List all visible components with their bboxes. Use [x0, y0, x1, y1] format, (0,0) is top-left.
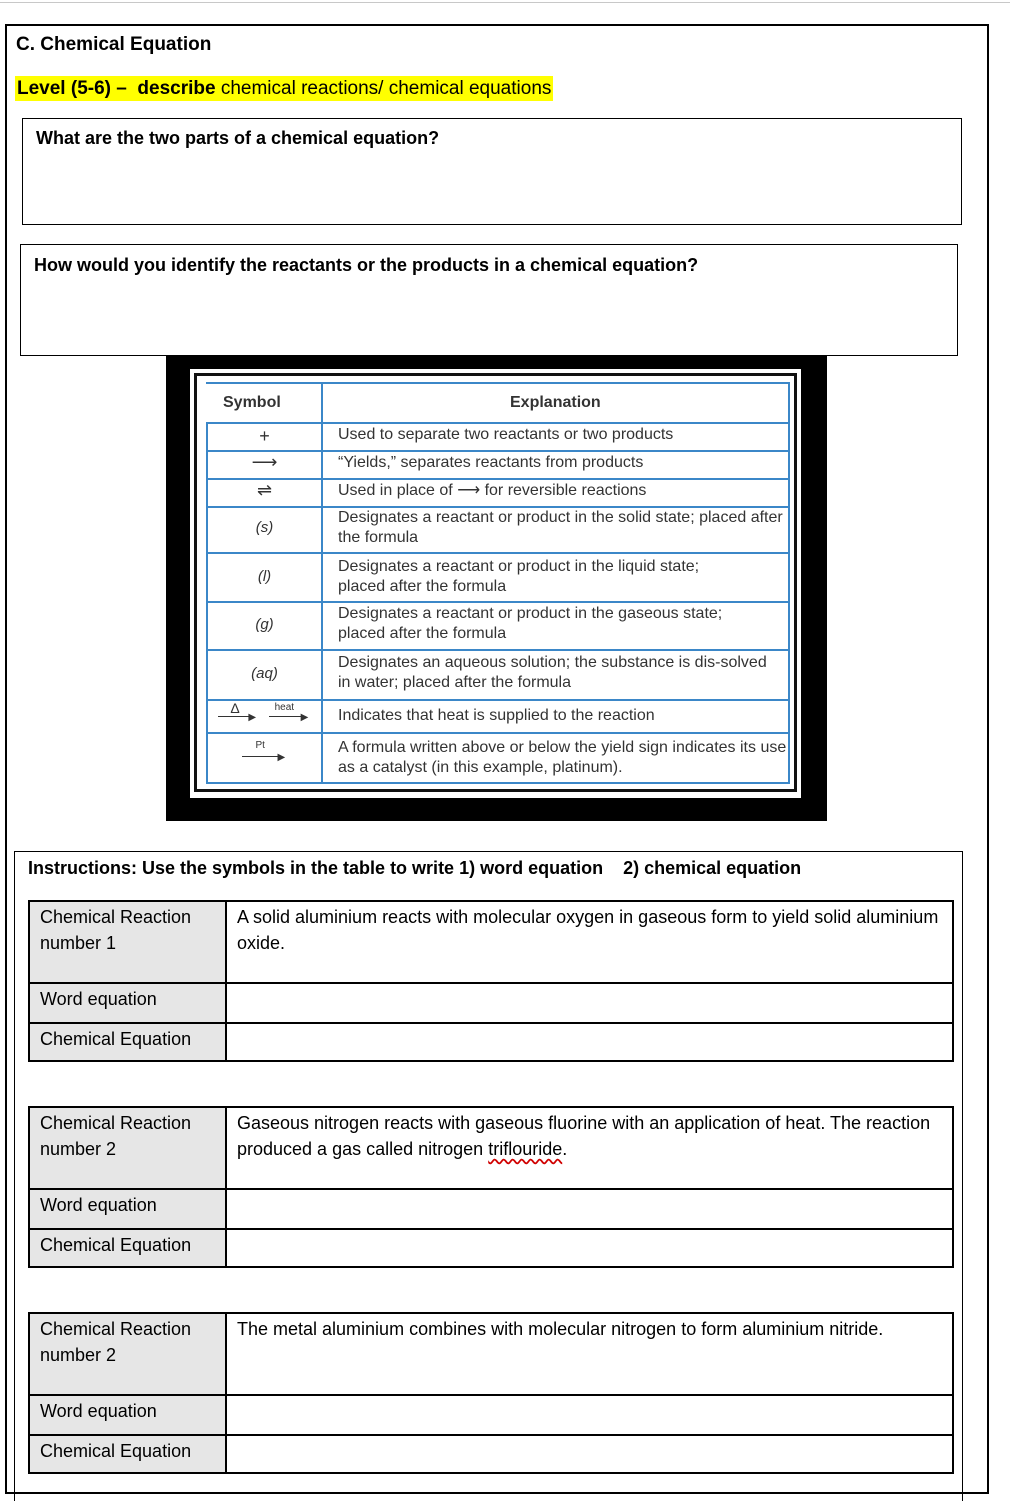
explanation-catalyst: A formula written above or below the yield sign indicates its use as a catalyst (in this example, platinum).	[338, 739, 787, 776]
explanation-heat: Indicates that heat is supplied to the reaction	[338, 707, 655, 724]
pt-arrow-line	[242, 756, 282, 757]
question-1-text: What are the two parts of a chemical equation?	[36, 128, 440, 148]
header-symbol: Symbol	[223, 394, 281, 411]
instructions-prefix: Instructions: Use the symbols in the table to write 1) word equation	[28, 858, 604, 878]
level-objective	[15, 76, 553, 101]
symbol-solid: (s)	[255, 519, 274, 536]
header-explanation: Explanation	[510, 394, 601, 411]
symbol-table	[206, 382, 790, 784]
symbol-plus: +	[259, 426, 270, 446]
symbol-gas: (g)	[255, 616, 274, 633]
symbol-heat	[208, 700, 321, 726]
explanation-reversible	[338, 481, 788, 501]
instructions-text	[28, 858, 801, 879]
reaction-2-chem-answer[interactable]	[226, 1229, 953, 1267]
reaction-table-2	[28, 1106, 954, 1268]
symbol-yields-arrow: ⟶	[251, 452, 278, 472]
explanation-solid: Designates a reactant or product in the solid state; placed after the formula	[338, 509, 783, 546]
level-rest: chemical reactions/ chemical equations	[220, 78, 552, 99]
pt-label: Pt	[255, 740, 265, 751]
reaction-1-word-answer[interactable]	[226, 983, 953, 1023]
reaction-table-1	[28, 900, 954, 1062]
symbol-reversible-arrow: ⇌	[256, 480, 273, 500]
reaction-2-spelling-flag[interactable]: triflouride	[488, 1139, 563, 1159]
explanation-yields: “Yields,” separates reactants from products	[338, 454, 644, 471]
reaction-3-description: The metal aluminium combines with molecular nitrogen to form aluminium nitride.	[226, 1313, 953, 1395]
page-top-rule	[0, 2, 1010, 3]
question-2-text: How would you identify the reactants or the products in a chemical equation?	[34, 255, 699, 275]
reaction-2-description-main: Gaseous nitrogen reacts with gaseous fluorine with an application of heat. The reaction produced a gas called nitrogen	[237, 1113, 931, 1159]
reaction-3-chem-answer[interactable]	[226, 1435, 953, 1473]
reaction-2-word-answer[interactable]	[226, 1189, 953, 1229]
explanation-reversible-suffix: for reversible reactions	[484, 482, 647, 499]
delta-arrow-head: ▶	[248, 712, 257, 723]
explanation-liquid: Designates a reactant or product in the liquid state; placed after the formula	[338, 558, 700, 595]
reaction-2-chem-label: Chemical Equation	[29, 1229, 226, 1267]
reaction-2-description-end: .	[562, 1139, 568, 1159]
heat-label: heat	[274, 702, 295, 713]
reaction-table-3	[28, 1312, 954, 1474]
reaction-2-word-label: Word equation	[29, 1189, 226, 1229]
heat-arrow-head: ▶	[300, 712, 309, 723]
reaction-3-word-label: Word equation	[29, 1395, 226, 1435]
delta-arrow-icon	[218, 700, 258, 723]
heat-arrow-line	[269, 716, 305, 717]
symbol-liquid: (l)	[257, 568, 272, 585]
heat-arrow-icon	[269, 702, 311, 723]
reaction-3-chem-label: Chemical Equation	[29, 1435, 226, 1473]
delta-label: Δ	[230, 700, 240, 716]
reaction-1-chem-label: Chemical Equation	[29, 1023, 226, 1061]
symbol-aqueous: (aq)	[251, 665, 278, 682]
reaction-3-word-answer[interactable]	[226, 1395, 953, 1435]
explanation-reversible-prefix: Used in place of	[338, 482, 453, 499]
inline-arrow-icon: ⟶	[457, 482, 481, 499]
reaction-1-description: A solid aluminium reacts with molecular oxygen in gaseous form to yield solid aluminium oxide.	[226, 901, 953, 983]
section-title: C. Chemical Equation	[16, 34, 212, 55]
instructions-suffix: 2) chemical equation	[623, 858, 802, 878]
reaction-1-chem-answer[interactable]	[226, 1023, 953, 1061]
explanation-plus: Used to separate two reactants or two products	[338, 426, 674, 443]
delta-arrow-line	[218, 716, 252, 717]
level-verb: describe	[137, 78, 216, 99]
reaction-1-word-label: Word equation	[29, 983, 226, 1023]
symbol-catalyst	[208, 740, 321, 766]
explanation-aqueous: Designates an aqueous solution; the substance is dis-solved in water; placed after the formula	[338, 654, 767, 691]
pt-arrow-icon	[242, 740, 288, 763]
reaction-3-label: Chemical Reaction number 2	[29, 1313, 226, 1395]
reaction-2-description	[226, 1107, 953, 1189]
reaction-2-label: Chemical Reaction number 2	[29, 1107, 226, 1189]
pt-arrow-head: ▶	[277, 752, 286, 763]
level-prefix: Level (5-6) –	[17, 78, 127, 99]
reaction-1-label: Chemical Reaction number 1	[29, 901, 226, 983]
explanation-gas: Designates a reactant or product in the gaseous state; placed after the formula	[338, 605, 723, 642]
